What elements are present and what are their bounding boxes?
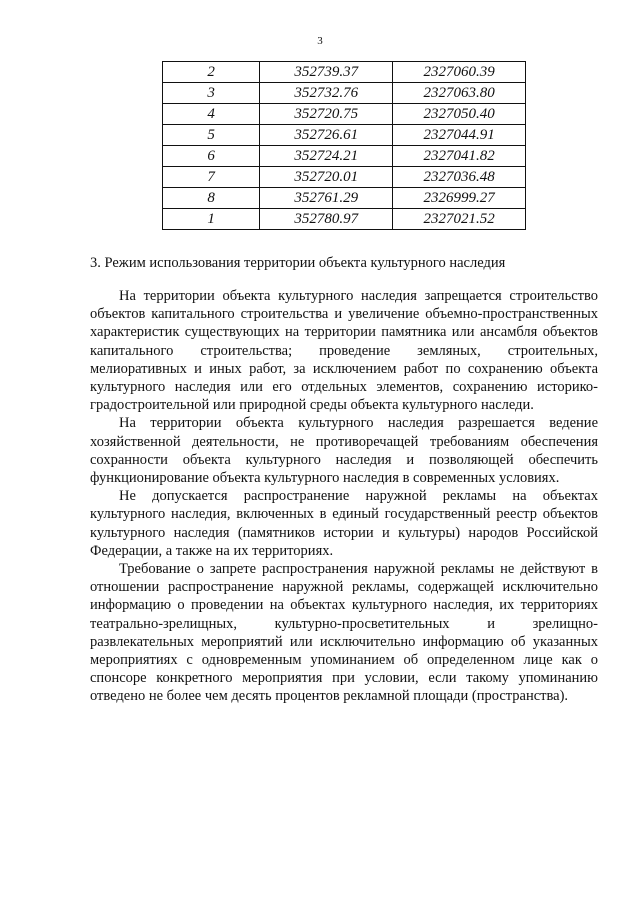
page-number: 3 [317,35,323,47]
y-coordinate-cell: 2327041.82 [393,146,526,167]
y-coordinate-cell: 2327063.80 [393,83,526,104]
point-number-cell: 6 [163,146,260,167]
point-number-cell: 7 [163,167,260,188]
x-coordinate-cell: 352761.29 [260,188,393,209]
x-coordinate-cell: 352780.97 [260,209,393,230]
section-body [90,287,598,706]
x-coordinate-cell: 352720.75 [260,104,393,125]
x-coordinate-cell: 352720.01 [260,167,393,188]
table-row [163,167,526,188]
paragraph-permitted-activity: На территории объекта культурного наследия разрешается ведение хозяйственной деятельности, не противоречащей требованиям обеспечения сохранности объекта культурного наследия и позволяющей обеспечить функционирование объекта культурного наследия в современных условиях. [90,415,598,487]
table-row [163,146,526,167]
point-number-cell: 1 [163,209,260,230]
point-number-cell: 8 [163,188,260,209]
table-row [163,209,526,230]
table-row [163,83,526,104]
x-coordinate-cell: 352732.76 [260,83,393,104]
table-row [163,125,526,146]
table-row [163,104,526,125]
section-heading: 3. Режим использования территории объекта культурного наследия [90,255,506,271]
point-number-cell: 2 [163,62,260,83]
x-coordinate-cell: 352724.21 [260,146,393,167]
paragraph-advertising-exception: Требование о запрете распространения наружной рекламы не действуют в отношении распространение наружной рекламы, содержащей исключительно информацию о проведении на объектах культурного наследия, их территориях театрально-зрелищных, культурно-просветительных и зрелищно-развлекательных мероприятий или исключительно информацию об указанных мероприятиях с одновременным упоминанием об определенном лице как о спонсоре конкретного мероприятия при условии, если такому упоминанию отведено не более чем десять процентов рекламной площади (пространства). [90,561,598,705]
y-coordinate-cell: 2327021.52 [393,209,526,230]
y-coordinate-cell: 2327044.91 [393,125,526,146]
table-row [163,188,526,209]
y-coordinate-cell: 2326999.27 [393,188,526,209]
point-number-cell: 3 [163,83,260,104]
paragraph-prohibitions: На территории объекта культурного наследия запрещается строительство объектов капитального строительства и увеличение объемно-пространственных характеристик существующих на территории памятника или ансамбля объектов капитального строительства; проведение земляных, строительных, мелиоративных и иных работ, за исключением работ по сохранению объекта культурного наследия или его отдельных элементов, сохранению историко-градостроительной или природной среды объекта культурного наследи. [90,288,598,414]
paragraph-advertising-ban: Не допускается распространение наружной рекламы на объектах культурного наследия, включенных в единый государственный реестр объектов культурного наследия (памятников истории и культуры) народов Российской Федерации, а также на их территориях. [90,488,598,559]
y-coordinate-cell: 2327050.40 [393,104,526,125]
point-number-cell: 5 [163,125,260,146]
y-coordinate-cell: 2327036.48 [393,167,526,188]
coordinates-table [162,61,526,230]
y-coordinate-cell: 2327060.39 [393,62,526,83]
x-coordinate-cell: 352726.61 [260,125,393,146]
point-number-cell: 4 [163,104,260,125]
table-row [163,62,526,83]
x-coordinate-cell: 352739.37 [260,62,393,83]
